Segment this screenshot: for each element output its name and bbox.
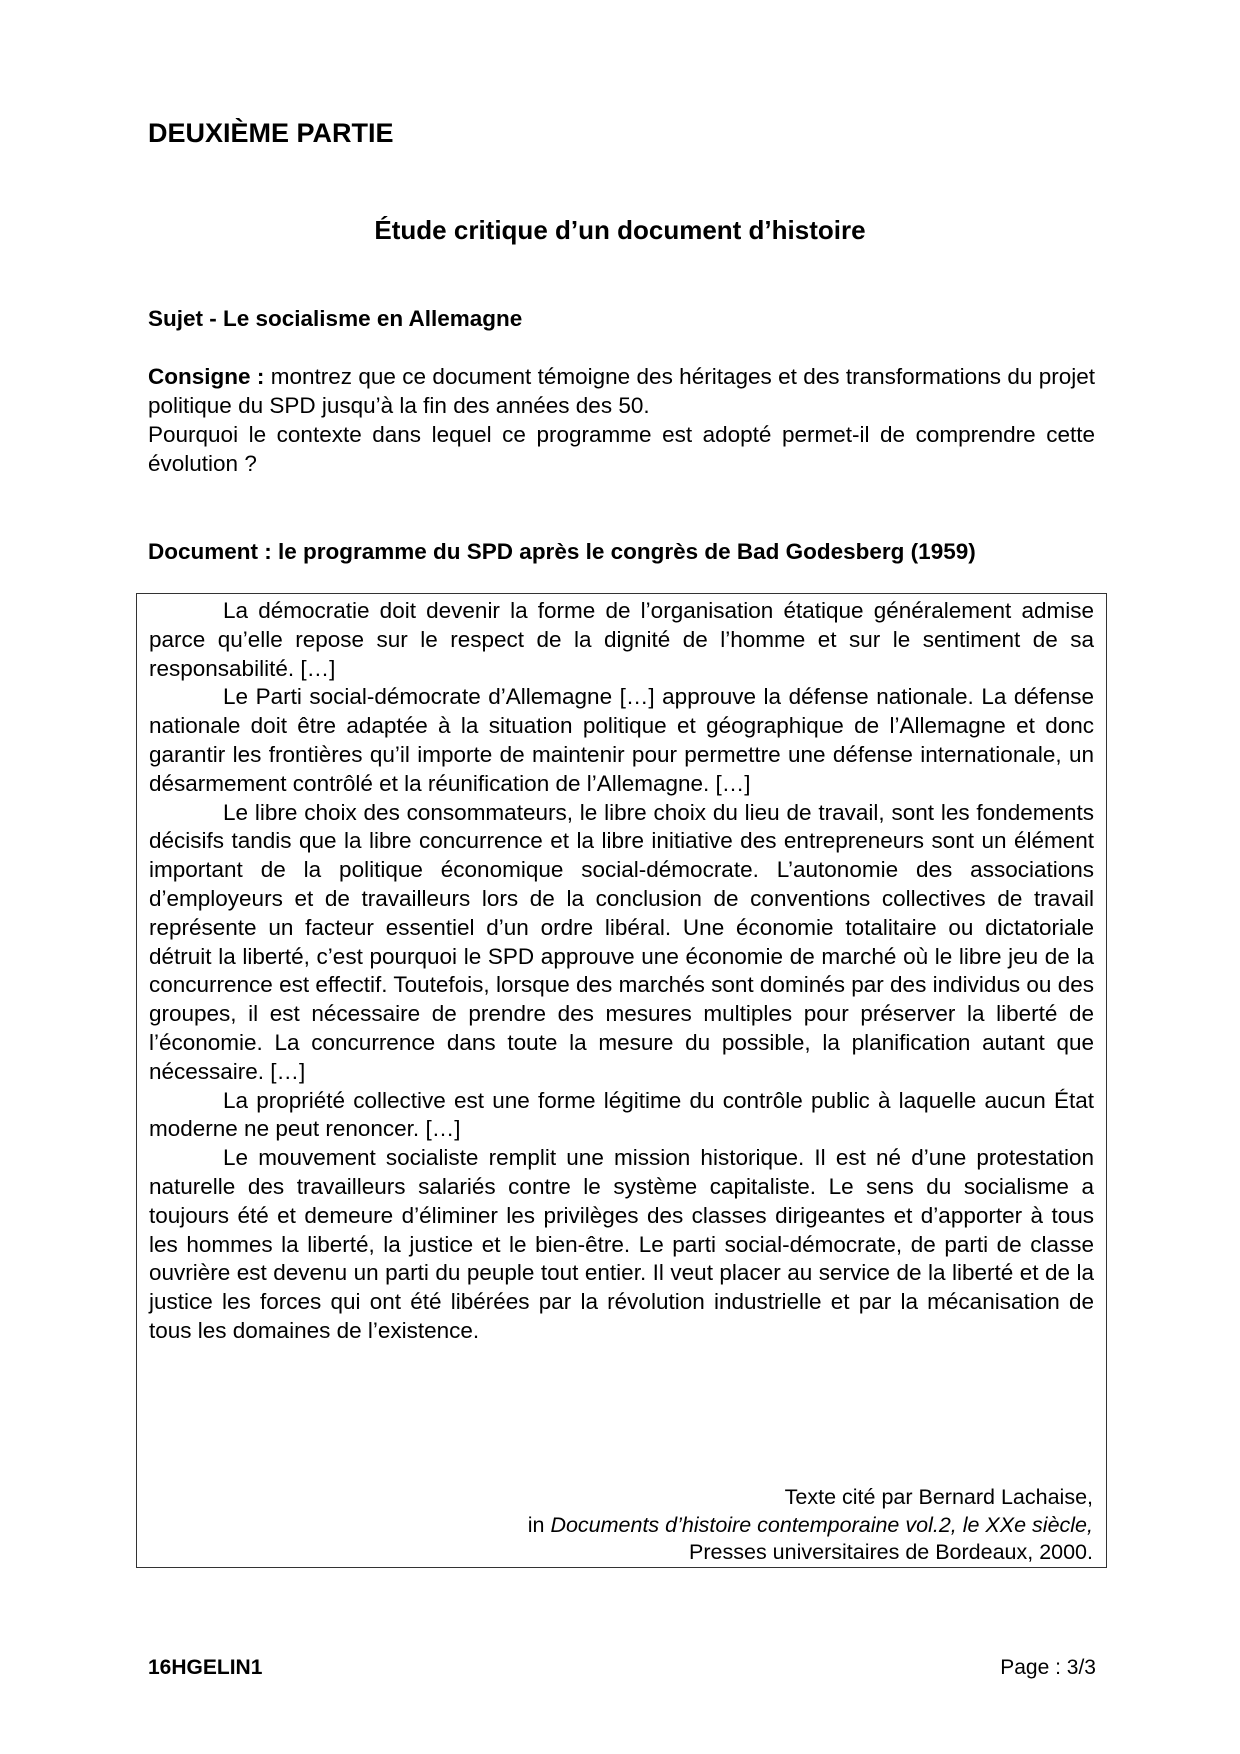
document-title: Étude critique d’un document d’histoire (374, 215, 866, 245)
consigne-block (148, 362, 1095, 478)
source-line-1: Texte cité par Bernard Lachaise, (784, 1485, 1093, 1509)
part-title: DEUXIÈME PARTIE (148, 118, 394, 148)
document-paragraph: Le libre choix des consommateurs, le libre choix du lieu de travail, sont les fondements décisifs tandis que la libre concurrence et la libre initiative des entrepreneurs sont un élément important de la politique économique social-démocrate. L’autonomie des associations d’employeurs et de travailleurs lors de la conclusion de conventions collectives de travail représente un facteur essentiel d’un ordre libéral. Une économie totalitaire ou dictatoriale détruit la liberté, c’est pourquoi le SPD approuve une économie de marché où le libre jeu de la concurrence est effectif. Toutefois, lorsque des marchés sont dominés par des individus ou des groupes, il est nécessaire de prendre des mesures multiples pour préserver la liberté de l’économie. La concurrence dans toute la mesure du possible, la planification autant que nécessaire. […] (149, 799, 1094, 1084)
source-book-title: Documents d’histoire contemporaine vol.2, le XXe siècle, (550, 1512, 1093, 1537)
footer-page-number: Page : 3/3 (1000, 1656, 1096, 1679)
document-text (149, 597, 1094, 1346)
source-prefix: in (527, 1512, 551, 1537)
document-heading: Document : le programme du SPD après le congrès de Bad Godesberg (1959) (148, 539, 976, 564)
subject-heading: Sujet - Le socialisme en Allemagne (148, 306, 523, 331)
consigne-paragraph-2: Pourquoi le contexte dans lequel ce programme est adopté permet-il de comprendre cette évolution ? (148, 422, 1095, 476)
source-line-3: Presses universitaires de Bordeaux, 2000. (689, 1540, 1093, 1564)
document-paragraph: Le mouvement socialiste remplit une mission historique. Il est né d’une protestation naturelle des travailleurs salariés contre le système capitaliste. Le sens du socialisme a toujours été et demeure d’éliminer les privilèges des classes dirigeantes et d’apporter à tous les hommes la liberté, la justice et le bien-être. Le parti social-démocrate, de parti de classe ouvrière est devenu un parti du peuple tout entier. Il veut placer au service de la liberté et de la justice les forces qui ont été libérées par la révolution industrielle et par la mécanisation de tous les domaines de l’existence. (149, 1145, 1094, 1343)
source-line-2 (528, 1512, 1093, 1540)
consigne-label: Consigne : (148, 364, 265, 389)
document-paragraph: Le Parti social-démocrate d’Allemagne […] approuve la défense nationale. La défense nationale doit être adaptée à la situation politique et géographique de l’Allemagne et donc garantir les frontières qu’il importe de maintenir pour permettre une défense internationale, un désarmement contrôlé et la réunification de l’Allemagne. […] (149, 684, 1094, 796)
footer-exam-code: 16HGELIN1 (148, 1656, 263, 1679)
consigne-text-1: montrez que ce document témoigne des héritages et des transformations du projet politique du SPD jusqu’à la fin des années des 50. (148, 364, 1096, 418)
document-source (528, 1484, 1093, 1567)
document-paragraph: La propriété collective est une forme légitime du contrôle public à laquelle aucun État moderne ne peut renoncer. […] (149, 1087, 1094, 1142)
document-box (136, 593, 1107, 1568)
consigne-paragraph-1 (148, 362, 1095, 420)
document-paragraph: La démocratie doit devenir la forme de l’organisation étatique généralement admise parce qu’elle repose sur le respect de la dignité de l’homme et sur le sentiment de sa responsabilité. […] (149, 598, 1094, 681)
